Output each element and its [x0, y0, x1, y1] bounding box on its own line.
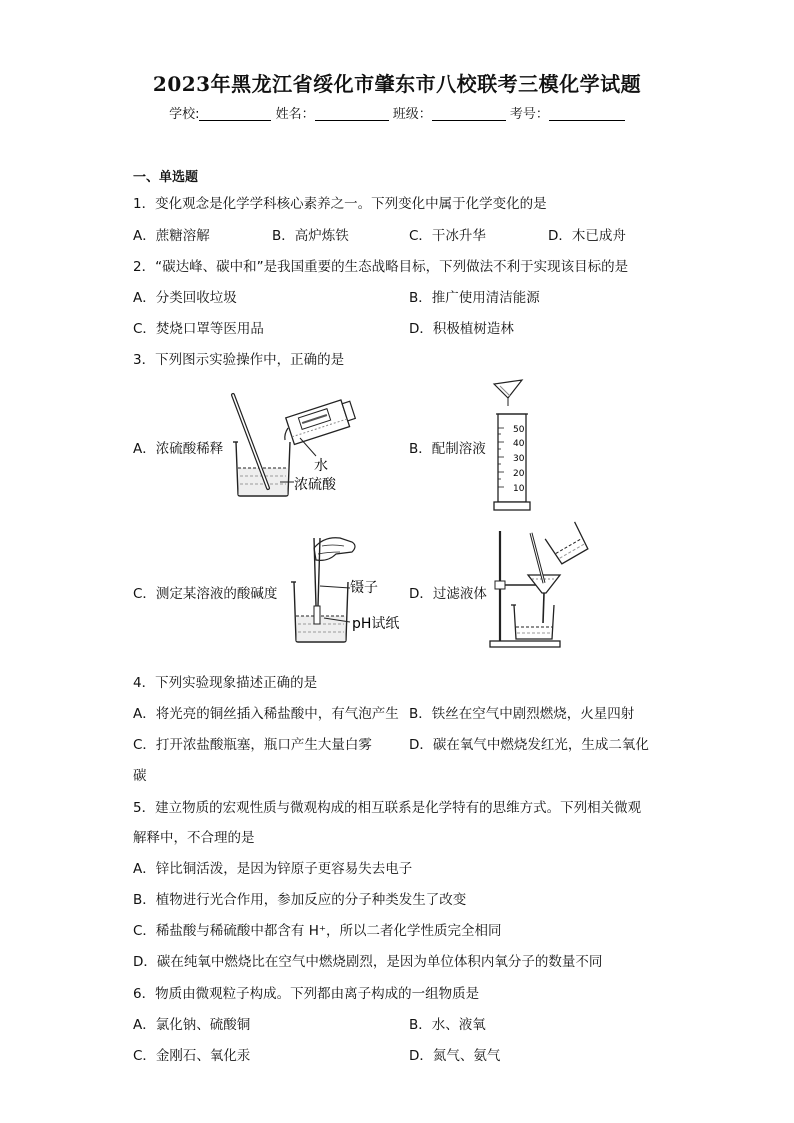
figure-graduated-cylinder [486, 378, 536, 513]
scale-40: 40 [513, 439, 525, 449]
q3-option-b[interactable]: B．配制溶液 [409, 441, 486, 457]
q3-stem: 3．下列图示实验操作中，正确的是 [133, 352, 345, 368]
label-acid: 浓硫酸 [294, 477, 336, 493]
q5-option-c[interactable]: C．稀盐酸与稀硫酸中都含有 H⁺，所以二者化学性质完全相同 [133, 923, 502, 939]
q6-option-b[interactable]: B．水、液氧 [409, 1017, 486, 1033]
q1-option-a[interactable]: A．蔗糖溶解 [133, 228, 210, 244]
q3-option-d[interactable]: D．过滤液体 [409, 586, 487, 602]
q2-option-c[interactable]: C．焚烧口罩等医用品 [133, 321, 264, 337]
q4-option-d[interactable]: D．碳在氧气中燃烧发红光，生成二氧化 [409, 737, 649, 753]
scale-30: 30 [513, 454, 525, 464]
q1-stem: 1．变化观念是化学学科核心素养之一。下列变化中属于化学变化的是 [133, 196, 547, 212]
q4-option-c[interactable]: C．打开浓盐酸瓶塞，瓶口产生大量白雾 [133, 737, 372, 753]
label-tweezers: 镊子 [350, 580, 378, 596]
q3-option-c[interactable]: C．测定某溶液的酸碱度 [133, 586, 278, 602]
q4-option-d-continuation: 碳 [133, 768, 147, 784]
figure-filtration [486, 525, 586, 650]
q5-option-d[interactable]: D．碳在纯氧中燃烧比在空气中燃烧剧烈，是因为单位体积内氧分子的数量不同 [133, 954, 603, 970]
class-label: 班级： [392, 107, 432, 122]
scale-50: 50 [513, 425, 525, 435]
q2-option-b[interactable]: B．推广使用清洁能源 [409, 290, 540, 306]
scale-10: 10 [513, 484, 525, 494]
q1-option-b[interactable]: B．高炉炼铁 [272, 228, 349, 244]
q1-option-d[interactable]: D．木已成舟 [548, 228, 626, 244]
q6-option-c[interactable]: C．金刚石、氧化汞 [133, 1048, 251, 1064]
exam-no-label: 考号： [509, 107, 549, 122]
q2-option-d[interactable]: D．积极植树造林 [409, 321, 514, 337]
q4-option-b[interactable]: B．铁丝在空气中剧烈燃烧，火星四射 [409, 706, 635, 722]
q4-option-a[interactable]: A．将光亮的铜丝插入稀盐酸中，有气泡产生 [133, 706, 399, 722]
q2-stem: 2．“碳达峰、碳中和”是我国重要的生态战略目标，下列做法不利于实现该目标的是 [133, 259, 629, 275]
class-blank[interactable] [432, 106, 506, 121]
q5-stem-line-2: 解释中，不合理的是 [133, 830, 255, 846]
student-info-line [0, 103, 794, 122]
section-heading: 一、单选题 [133, 170, 199, 185]
scale-20: 20 [513, 469, 525, 479]
q6-stem: 6．物质由微观粒子构成。下列都由离子构成的一组物质是 [133, 986, 480, 1002]
label-ph-paper: pH试纸 [352, 616, 400, 632]
school-label: 学校: [169, 107, 200, 122]
school-blank[interactable] [199, 106, 271, 121]
q6-option-d[interactable]: D．氮气、氨气 [409, 1048, 501, 1064]
exam-no-blank[interactable] [549, 106, 625, 121]
q4-stem: 4．下列实验现象描述正确的是 [133, 675, 318, 691]
q6-option-a[interactable]: A．氯化钠、硫酸铜 [133, 1017, 251, 1033]
q5-option-b[interactable]: B．植物进行光合作用，参加反应的分子种类发生了改变 [133, 892, 467, 908]
figure-ph-test [284, 532, 414, 647]
q3-option-a[interactable]: A．浓硫酸稀释 [133, 441, 224, 457]
exam-title: 2023年黑龙江省绥化市肇东市八校联考三模化学试题 [152, 72, 642, 96]
figure-acid-dilution [228, 390, 388, 500]
q5-option-a[interactable]: A．锌比铜活泼，是因为锌原子更容易失去电子 [133, 861, 413, 877]
q1-option-c[interactable]: C．干冰升华 [409, 228, 486, 244]
q5-stem-line-1: 5．建立物质的宏观性质与微观构成的相互联系是化学特有的思维方式。下列相关微观 [133, 800, 642, 816]
q2-option-a[interactable]: A．分类回收垃圾 [133, 290, 237, 306]
label-water: 水 [314, 458, 328, 474]
name-label: 姓名： [275, 107, 315, 122]
name-blank[interactable] [315, 106, 389, 121]
